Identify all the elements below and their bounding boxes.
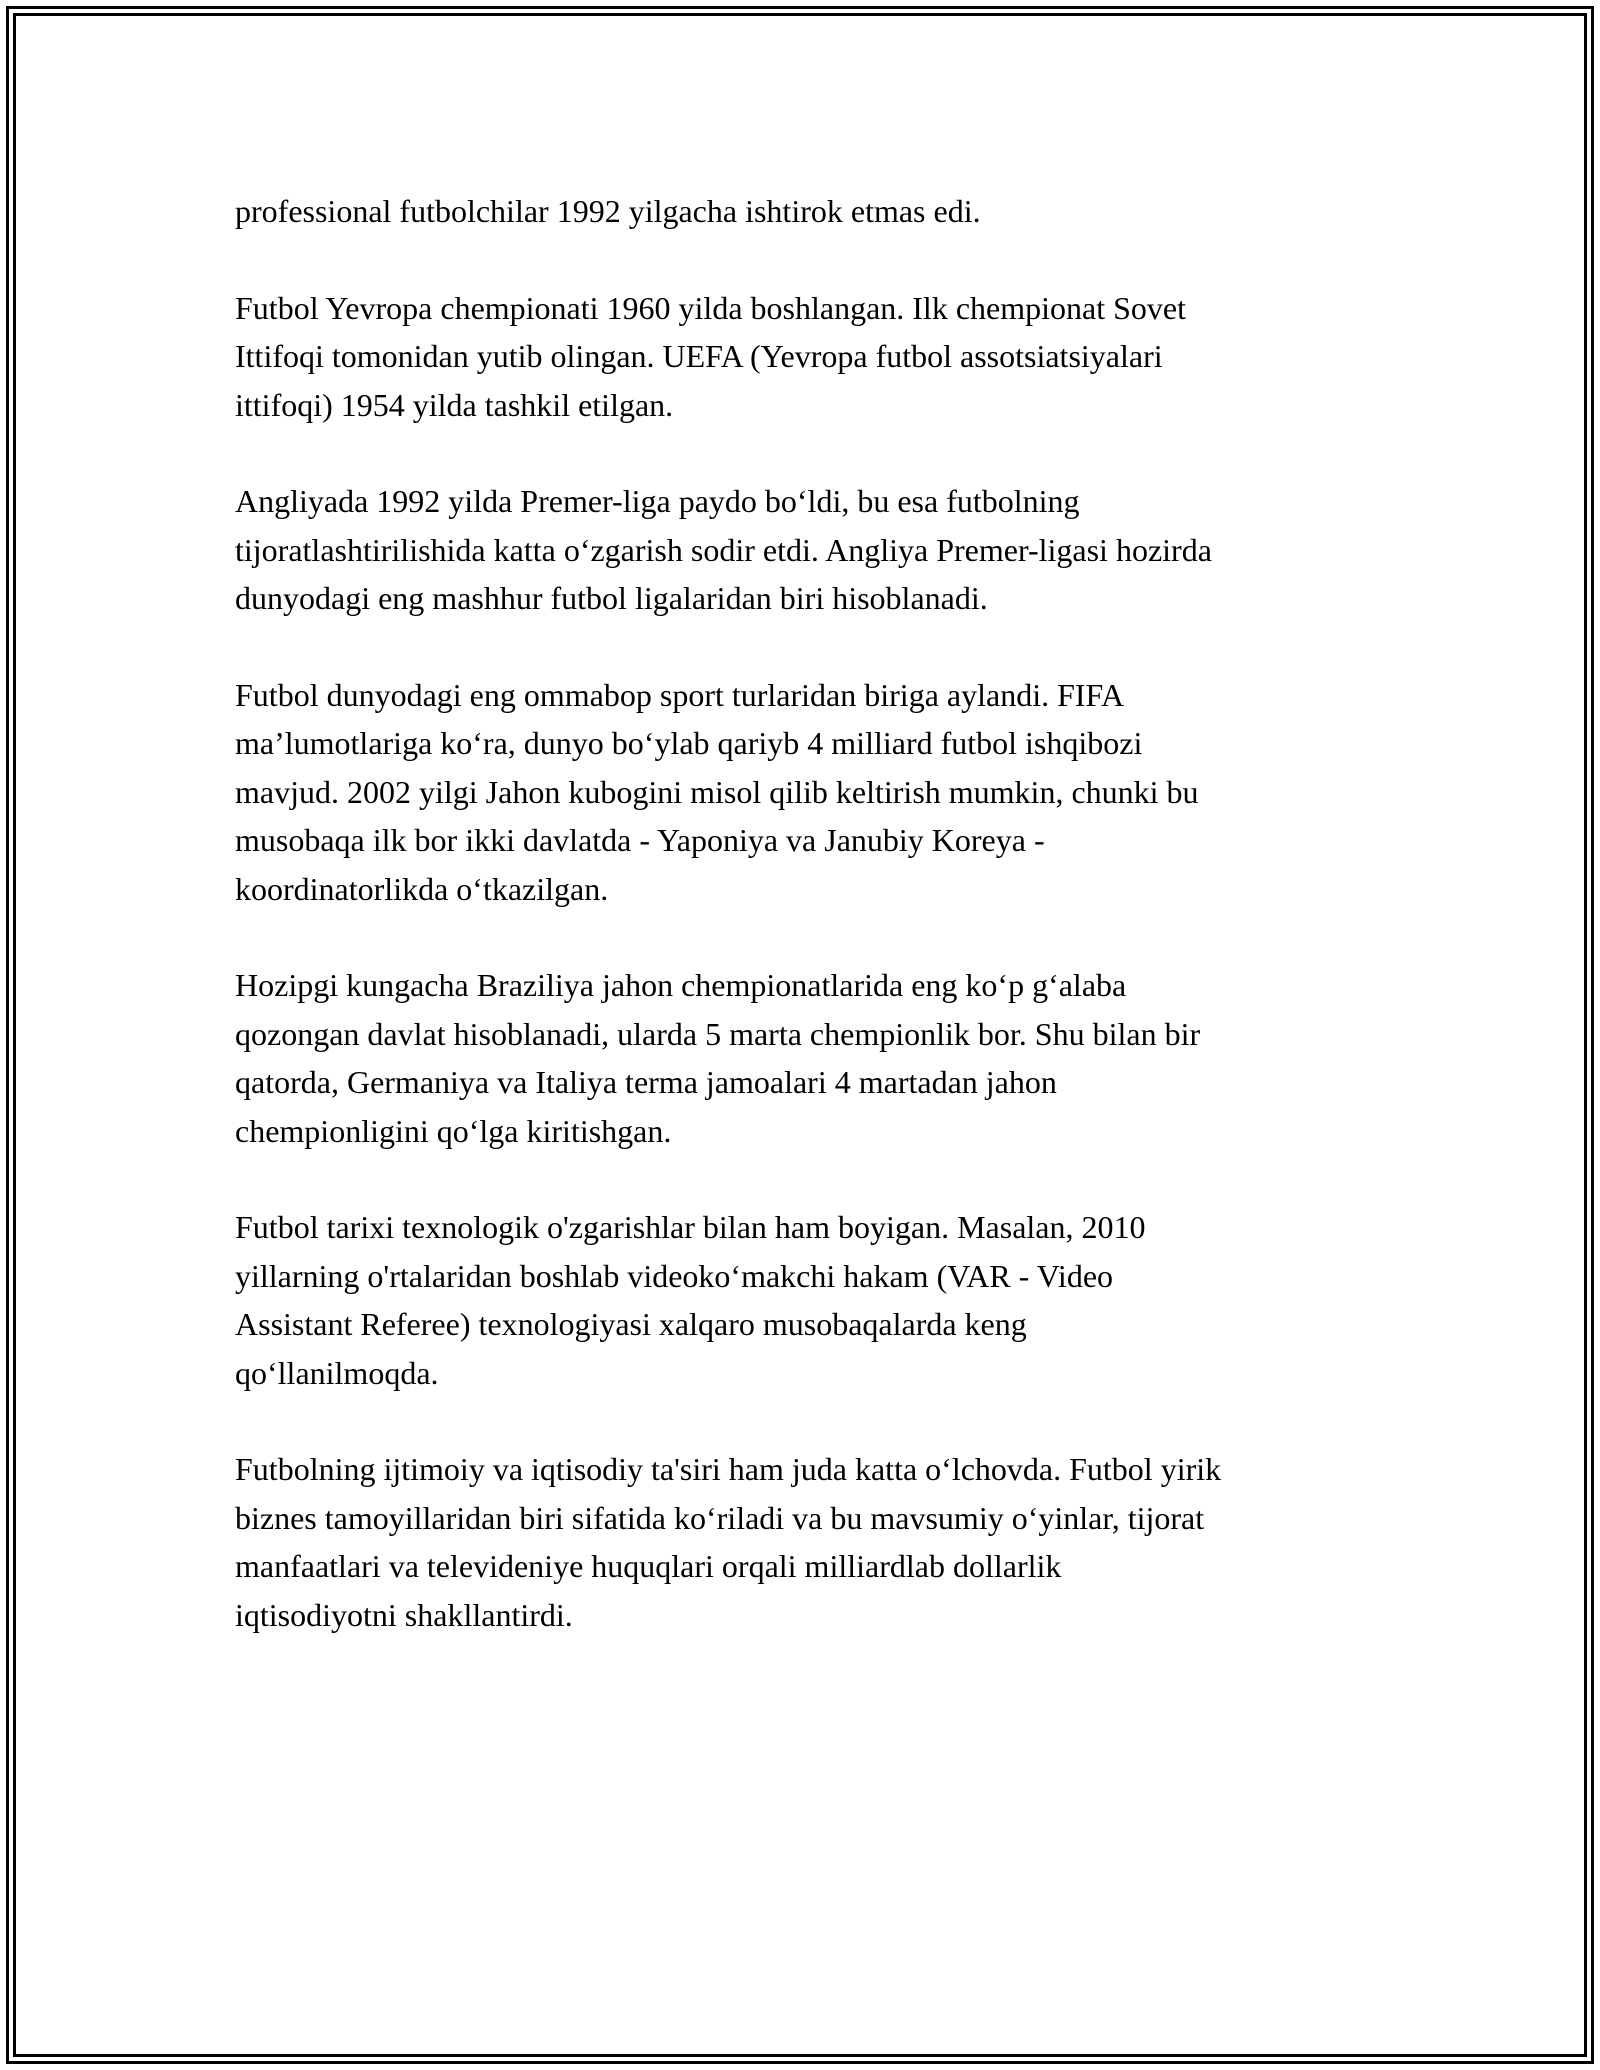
text-line: koordinatorlikda o‘tkazilgan. <box>235 870 609 907</box>
text-line: chempionligini qo‘lga kiritishgan. <box>235 1112 672 1149</box>
paragraph-premier-league <box>235 477 1375 622</box>
text-line: Angliyada 1992 yilda Premer-liga paydo bo‘ldi, bu esa futbolning <box>235 483 1080 520</box>
text-line: Futbolning ijtimoiy va iqtisodiy ta'siri ham juda katta o‘lchovda. Futbol yirik <box>235 1451 1222 1488</box>
text-line: iqtisodiyotni shakllantirdi. <box>235 1596 573 1633</box>
text-line: Ittifoqi tomonidan yutib olingan. UEFA (Yevropa futbol assotsiatsiyalari <box>235 338 1163 375</box>
text-line: Assistant Referee) texnologiyasi xalqaro musobaqalarda keng <box>235 1306 1027 1343</box>
text-line: tijoratlashtirilishida katta o‘zgarish sodir etdi. Angliya Premer-ligasi hozirda <box>235 531 1212 568</box>
paragraph-economics <box>235 1445 1375 1639</box>
text-line: qatorda, Germaniya va Italiya terma jamoalari 4 martadan jahon <box>235 1064 1057 1101</box>
text-line: Hozipgi kungacha Braziliya jahon chempionatlarida eng ko‘p g‘alaba <box>235 967 1127 1004</box>
text-line: yillarning o'rtalaridan boshlab videoko‘makchi hakam (VAR - Video <box>235 1257 1114 1294</box>
text-line: ittifoqi) 1954 yilda tashkil etilgan. <box>235 386 674 423</box>
text-line: Futbol dunyodagi eng ommabop sport turlaridan biriga aylandi. FIFA <box>235 677 1125 714</box>
text-line: musobaqa ilk bor ikki davlatda - Yaponiya va Janubiy Koreya - <box>235 822 1045 859</box>
text-line: professional futbolchilar 1992 yilgacha ishtirok etmas edi. <box>235 193 981 229</box>
text-line: dunyodagi eng mashhur futbol ligalaridan biri hisoblanadi. <box>235 580 988 617</box>
paragraph-world-champions <box>235 961 1375 1155</box>
paragraph-popularity <box>235 671 1375 913</box>
paragraph-technology <box>235 1203 1375 1397</box>
paragraph-euro-championship <box>235 284 1375 429</box>
document-body <box>235 187 1375 1687</box>
text-line: ma’lumotlariga ko‘ra, dunyo bo‘ylab qariyb 4 milliard futbol ishqibozi <box>235 725 1143 762</box>
paragraph-olympics-end <box>235 187 1375 235</box>
text-line: mavjud. 2002 yilgi Jahon kubogini misol qilib keltirish mumkin, chunki bu <box>235 773 1199 810</box>
text-line: manfaatlari va televideniye huquqlari orqali milliardlab dollarlik <box>235 1548 1062 1585</box>
text-line: Futbol tarixi texnologik o'zgarishlar bilan ham boyigan. Masalan, 2010 <box>235 1209 1146 1246</box>
text-line: Futbol Yevropa chempionati 1960 yilda boshlangan. Ilk chempionat Sovet <box>235 289 1186 326</box>
text-line: qo‘llanilmoqda. <box>235 1354 439 1391</box>
text-line: qozongan davlat hisoblanadi, ularda 5 marta chempionlik bor. Shu bilan bir <box>235 1015 1201 1052</box>
text-line: biznes tamoyillaridan biri sifatida ko‘riladi va bu mavsumiy o‘yinlar, tijorat <box>235 1499 1205 1536</box>
